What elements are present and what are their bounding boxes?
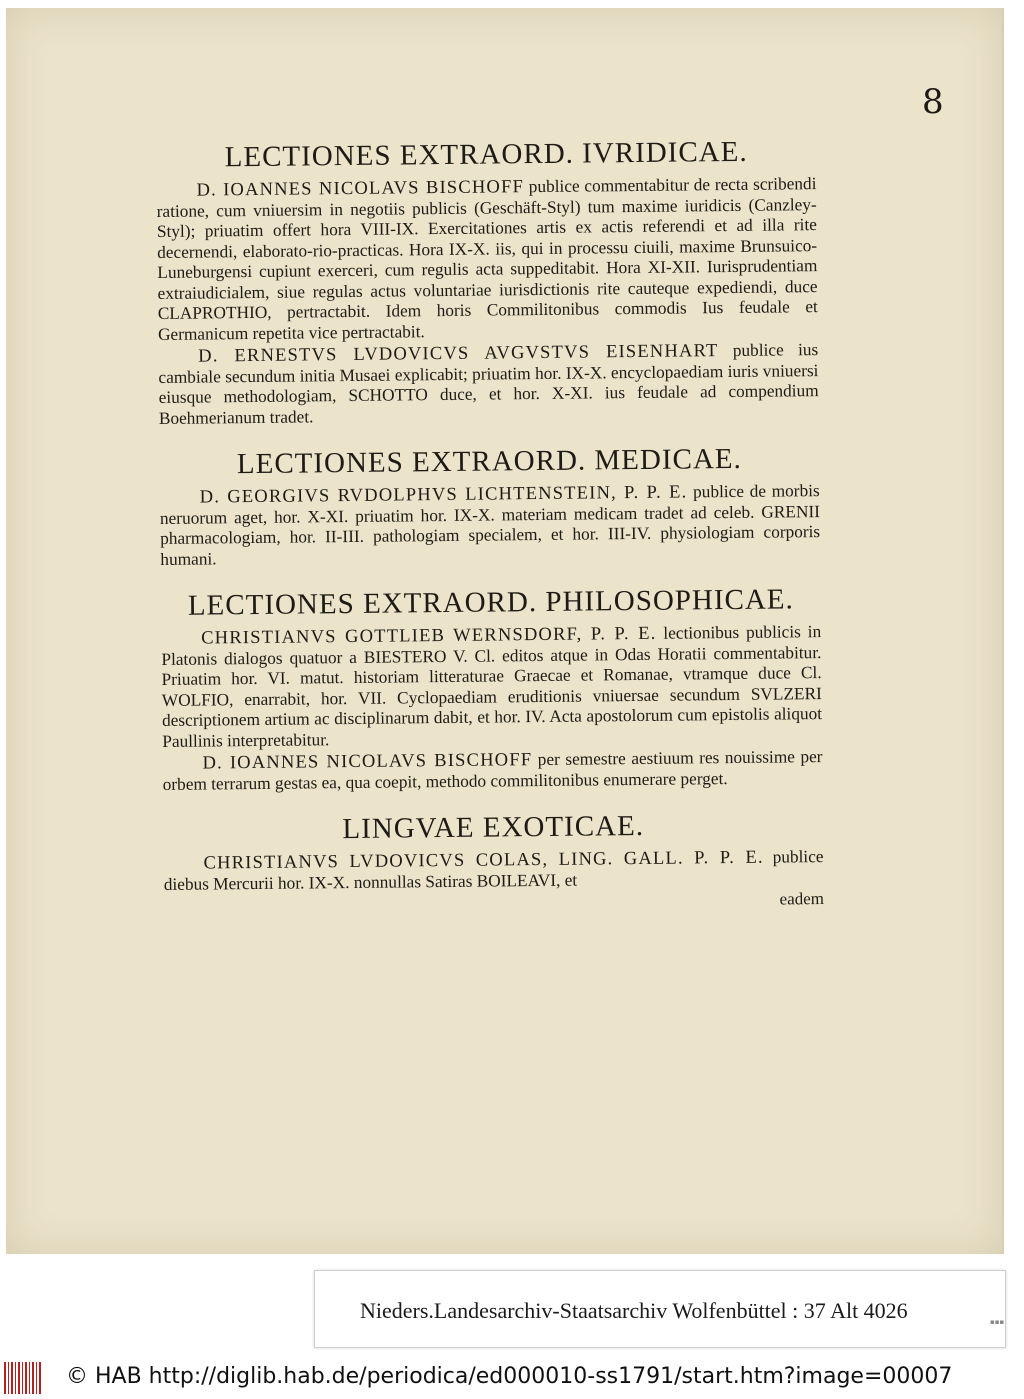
lecturer-name: CHRISTIANVS GOTTLIEB WERNSDORF, P. P. E. <box>201 623 657 649</box>
page-number: 8 <box>922 82 944 122</box>
lecture-text: publice commentabitur de recta scribendi ratione, cum vniuersim in negotiis publicis (Geschäft-Styl) tum maxime iuridicis (Canzley-Styl); priuatim offert hora VIII-IX. Exercitationes artis ex actis referendi et ad illa rite decernendi, elaborato-rio-practicas. Hora IX-X. iis, qui in processu ciuili, maxime Brunsuico-Luneburgensi cupiunt exerceri, cum regulis acta suppeditabit. Hora XI-XII. Iurisprudentiam extraiudicialem, siue regulas actus voluntariae iurisdictionis rite cauteque expediendi, duce CLAPROTHIO, pertractabit. Idem horis Commilitonibus commodis Ius feudale et Germanicum repetita vice pertractabit. <box>156 174 818 344</box>
lecture-text: publice diebus Mercurii hor. IX-X. nonnullas Satiras BOILEAVI, et <box>163 847 824 894</box>
section-heading-exoticae: LINGVAE EXOTICAE. <box>342 809 645 846</box>
source-url[interactable]: © HAB http://diglib.hab.de/periodica/ed000010-ss1791/start.htm?image=00007 <box>66 1364 953 1389</box>
archive-label: Nieders.Landesarchiv-Staatsarchiv Wolfenbüttel : 37 Alt 4026 <box>360 1298 908 1323</box>
paragraph-bischoff-philosophicae <box>162 747 822 795</box>
lecture-text: per semestre aestiuum res nouissime per orbem terrarum gestas ea, qua coepit, methodo commilitonibus enumerare perget. <box>162 747 823 794</box>
paragraph-lichtenstein <box>160 481 821 570</box>
lecture-text: publice de morbis neruorum aget, hor. X-XI. priuatim hor. IX-X. materiam medicam tradet ad celeb. GRENII pharmacologiam, hor. II-III. pathologiam specialem, et hor. III-IV. physiologiam corporis humani. <box>159 481 821 569</box>
paragraph-wernsdorf <box>161 622 822 752</box>
lecturer-name: CHRISTIANVS LVDOVICVS COLAS, LING. GALL. P. P. E. <box>203 847 764 874</box>
lecturer-name: D. IOANNES NICOLAVS BISCHOFF <box>196 177 525 201</box>
lecturer-name: D. IOANNES NICOLAVS BISCHOFF <box>202 750 533 774</box>
catchword: eadem <box>779 889 825 909</box>
section-heading-medicae: LECTIONES EXTRAORD. MEDICAE. <box>236 442 742 481</box>
paragraph-bischoff-iuridicae <box>156 174 818 345</box>
barcode-icon <box>4 1362 42 1394</box>
section-heading-iuridicae: LECTIONES EXTRAORD. IVRIDICAE. <box>224 135 748 174</box>
lecturer-name: D. GEORGIVS RVDOLPHVS LICHTENSTEIN, P. P. E. <box>199 482 688 508</box>
paragraph-colas <box>163 847 823 895</box>
section-heading-philosophicae: LECTIONES EXTRAORD. PHILOSOPHICAE. <box>187 583 794 622</box>
lecturer-name: D. ERNESTVS LVDOVICVS AVGVSTVS EISENHART <box>198 341 719 367</box>
paragraph-eisenhart <box>158 340 819 429</box>
lecture-text: publice ius cambiale secundum initia Musaei explicabit; priuatim hor. IX-X. encyclopaediam iuris vniuersi eiusque methodologiam, SCHOTTO duce, et hor. X-XI. ius feudale ad compendium Boehmerianum tradet. <box>158 340 819 428</box>
page-content <box>156 135 824 916</box>
lecture-text: lectionibus publicis in Platonis dialogos quatuor a BIESTERO V. Cl. editos atque in Odas Horatii commentabitur. Priuatim hor. VI. matut. historiam litteraturae Graecae et Romanae, vtramque duce Cl. WOLFIO, enarrabit, hor. VII. Cyclopaediam eruditionis vniuersae secundum SVLZERI descriptionem artium ac disciplinarum dabit, et hor. IV. Acta apostolorum cum epistolis aliquot Paullinis interpretabitur. <box>161 622 823 751</box>
dots-icon: ▪▪▪ <box>990 1318 1005 1326</box>
